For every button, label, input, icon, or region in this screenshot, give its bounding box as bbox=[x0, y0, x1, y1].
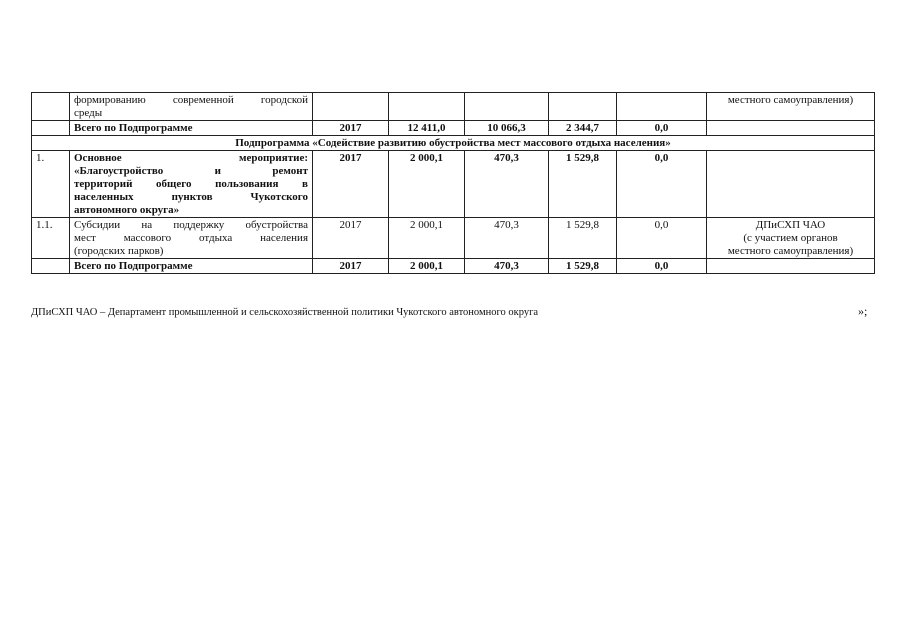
name-line: территорий общего пользования в bbox=[74, 178, 308, 190]
cell-regional: 1 529,8 bbox=[549, 218, 617, 259]
cell-num bbox=[32, 121, 70, 136]
cell-federal: 470,3 bbox=[465, 259, 549, 274]
cell-num: 1. bbox=[32, 151, 70, 218]
footnote: ДПиСХП ЧАО – Департамент промышленной и сельскохозяйственной политики Чукотского автономного округа bbox=[31, 307, 539, 318]
table-row bbox=[32, 218, 875, 259]
name-line: среды bbox=[74, 107, 103, 119]
cell-total bbox=[389, 93, 465, 121]
cell-label: Всего по Подпрограмме bbox=[70, 259, 313, 274]
cell-total: 2 000,1 bbox=[389, 259, 465, 274]
cell-year bbox=[313, 93, 389, 121]
table-row-subprogram-header bbox=[32, 136, 875, 151]
cell-total: 2 000,1 bbox=[389, 151, 465, 218]
name-line: населенных пунктов Чукотского bbox=[74, 191, 308, 203]
executor-line: (с участием органов bbox=[743, 232, 838, 244]
subprogram-title: Подпрограмма «Содействие развитию обустройства мест массового отдыха населения» bbox=[32, 136, 875, 151]
cell-total: 12 411,0 bbox=[389, 121, 465, 136]
table-row-continuation bbox=[32, 93, 875, 121]
cell-local bbox=[617, 93, 707, 121]
cell-regional: 1 529,8 bbox=[549, 259, 617, 274]
cell-local: 0,0 bbox=[617, 121, 707, 136]
executor-line: ДПиСХП ЧАО bbox=[755, 219, 826, 231]
table-row-total bbox=[32, 259, 875, 274]
table-row-total bbox=[32, 121, 875, 136]
cell-num: 1.1. bbox=[32, 218, 70, 259]
cell-name bbox=[70, 93, 313, 121]
name-line: автономного округа» bbox=[74, 204, 180, 216]
cell-name bbox=[70, 218, 313, 259]
cell-local: 0,0 bbox=[617, 218, 707, 259]
name-line: Субсидии на поддержку обустройства bbox=[74, 219, 308, 231]
cell-regional: 2 344,7 bbox=[549, 121, 617, 136]
cell-local: 0,0 bbox=[617, 151, 707, 218]
cell-year: 2017 bbox=[313, 218, 389, 259]
cell-federal: 470,3 bbox=[465, 218, 549, 259]
cell-num bbox=[32, 259, 70, 274]
cell-total: 2 000,1 bbox=[389, 218, 465, 259]
program-table bbox=[31, 92, 875, 274]
name-line: Основное мероприятие: bbox=[74, 152, 308, 164]
cell-regional bbox=[549, 93, 617, 121]
name-line: «Благоустройство и ремонт bbox=[74, 165, 308, 177]
name-line: мест массового отдыха населения bbox=[74, 232, 308, 244]
cell-name bbox=[70, 151, 313, 218]
closing-quote-mark: »; bbox=[858, 304, 868, 318]
cell-executor: местного самоуправления) bbox=[707, 93, 875, 121]
cell-num bbox=[32, 93, 70, 121]
cell-local: 0,0 bbox=[617, 259, 707, 274]
cell-federal: 10 066,3 bbox=[465, 121, 549, 136]
cell-year: 2017 bbox=[313, 121, 389, 136]
cell-executor bbox=[707, 121, 875, 136]
table-row bbox=[32, 151, 875, 218]
cell-executor bbox=[707, 218, 875, 259]
cell-federal: 470,3 bbox=[465, 151, 549, 218]
cell-regional: 1 529,8 bbox=[549, 151, 617, 218]
cell-year: 2017 bbox=[313, 151, 389, 218]
cell-executor bbox=[707, 259, 875, 274]
cell-year: 2017 bbox=[313, 259, 389, 274]
cell-label: Всего по Подпрограмме bbox=[70, 121, 313, 136]
executor-line: местного самоуправления) bbox=[727, 245, 854, 257]
name-line: формированию современной городской bbox=[74, 94, 308, 106]
cell-federal bbox=[465, 93, 549, 121]
name-line: (городских парков) bbox=[74, 245, 164, 257]
cell-executor bbox=[707, 151, 875, 218]
